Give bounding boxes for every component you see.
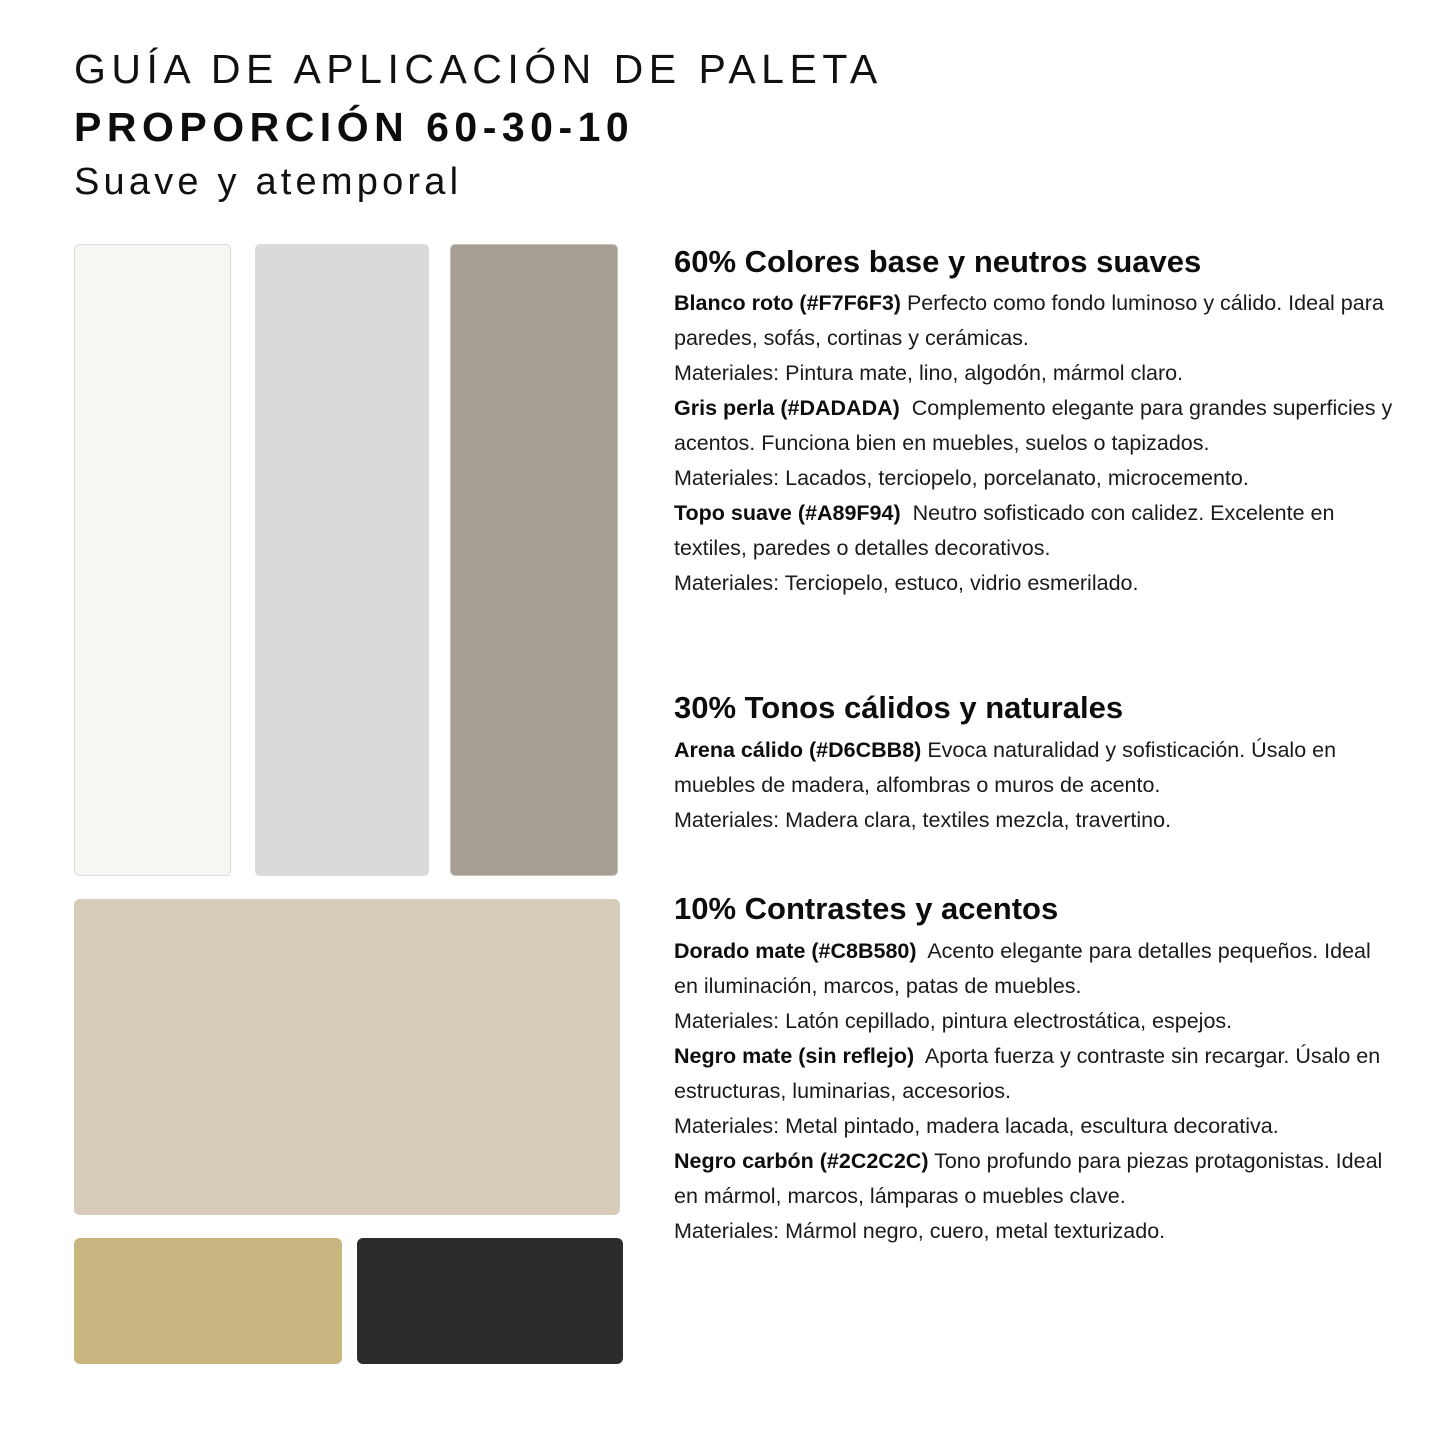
color-description: Perfecto como fondo luminoso y cálido. Ideal para paredes, sofás, cortinas y cerámicas. (674, 291, 1384, 350)
color-name: Negro carbón (#2C2C2C) (674, 1149, 929, 1173)
color-name: Gris perla (#DADADA) (674, 396, 900, 420)
color-entry (674, 934, 1394, 1004)
color-description: Evoca naturalidad y sofisticación. Úsalo en muebles de madera, alfombras o muros de acento. (674, 738, 1337, 797)
swatch-dorado-mate (74, 1238, 342, 1364)
color-description: Tono profundo para piezas protagonistas. Ideal en mármol, marcos, lámparas o muebles clave. (674, 1149, 1383, 1208)
swatch-gris-perla (255, 244, 429, 876)
swatch-negro-carbon (357, 1238, 623, 1364)
page-tagline: Suave y atemporal (74, 161, 463, 203)
color-materials: Materiales: Terciopelo, estuco, vidrio esmerilado. (674, 571, 1139, 595)
color-materials: Materiales: Metal pintado, madera lacada, escultura decorativa. (674, 1114, 1279, 1138)
color-materials: Materiales: Mármol negro, cuero, metal texturizado. (674, 1219, 1166, 1243)
color-name: Negro mate (sin reflejo) (674, 1044, 915, 1068)
color-materials: Materiales: Latón cepillado, pintura electrostática, espejos. (674, 1009, 1233, 1033)
color-materials: Materiales: Lacados, terciopelo, porcelanato, microcemento. (674, 466, 1249, 490)
color-name: Arena cálido (#D6CBB8) (674, 738, 922, 762)
color-entry (674, 1144, 1394, 1214)
color-entry (674, 1039, 1394, 1109)
section-title-60: 60% Colores base y neutros suaves (674, 244, 1202, 279)
color-materials: Materiales: Pintura mate, lino, algodón, mármol claro. (674, 361, 1184, 385)
page-subtitle: PROPORCIÓN 60-30-10 (74, 104, 635, 150)
color-name: Topo suave (#A89F94) (674, 501, 901, 525)
page-title: GUÍA DE APLICACIÓN DE PALETA (74, 46, 883, 92)
swatch-arena-calido (74, 899, 620, 1215)
color-entry (674, 733, 1394, 803)
color-entry (674, 496, 1394, 566)
section-body-10 (674, 934, 1394, 1249)
color-description: Neutro sofisticado con calidez. Excelente en textiles, paredes o detalles decorativos. (674, 501, 1335, 560)
section-body-30 (674, 733, 1394, 838)
color-name: Dorado mate (#C8B580) (674, 939, 917, 963)
color-description: Acento elegante para detalles pequeños. Ideal en iluminación, marcos, patas de muebles. (674, 939, 1371, 998)
color-materials: Materiales: Madera clara, textiles mezcla, travertino. (674, 808, 1172, 832)
color-description: Aporta fuerza y contraste sin recargar. Úsalo en estructuras, luminarias, accesorios. (674, 1044, 1381, 1103)
color-description: Complemento elegante para grandes superficies y acentos. Funciona bien en muebles, suelos o tapizados. (674, 396, 1393, 455)
swatch-blanco-roto (74, 244, 231, 876)
color-name: Blanco roto (#F7F6F3) (674, 291, 901, 315)
color-entry (674, 286, 1394, 356)
color-entry (674, 391, 1394, 461)
section-body-60 (674, 286, 1394, 601)
section-title-30: 30% Tonos cálidos y naturales (674, 690, 1124, 725)
swatch-topo-suave (450, 244, 618, 876)
section-title-10: 10% Contrastes y acentos (674, 891, 1059, 926)
